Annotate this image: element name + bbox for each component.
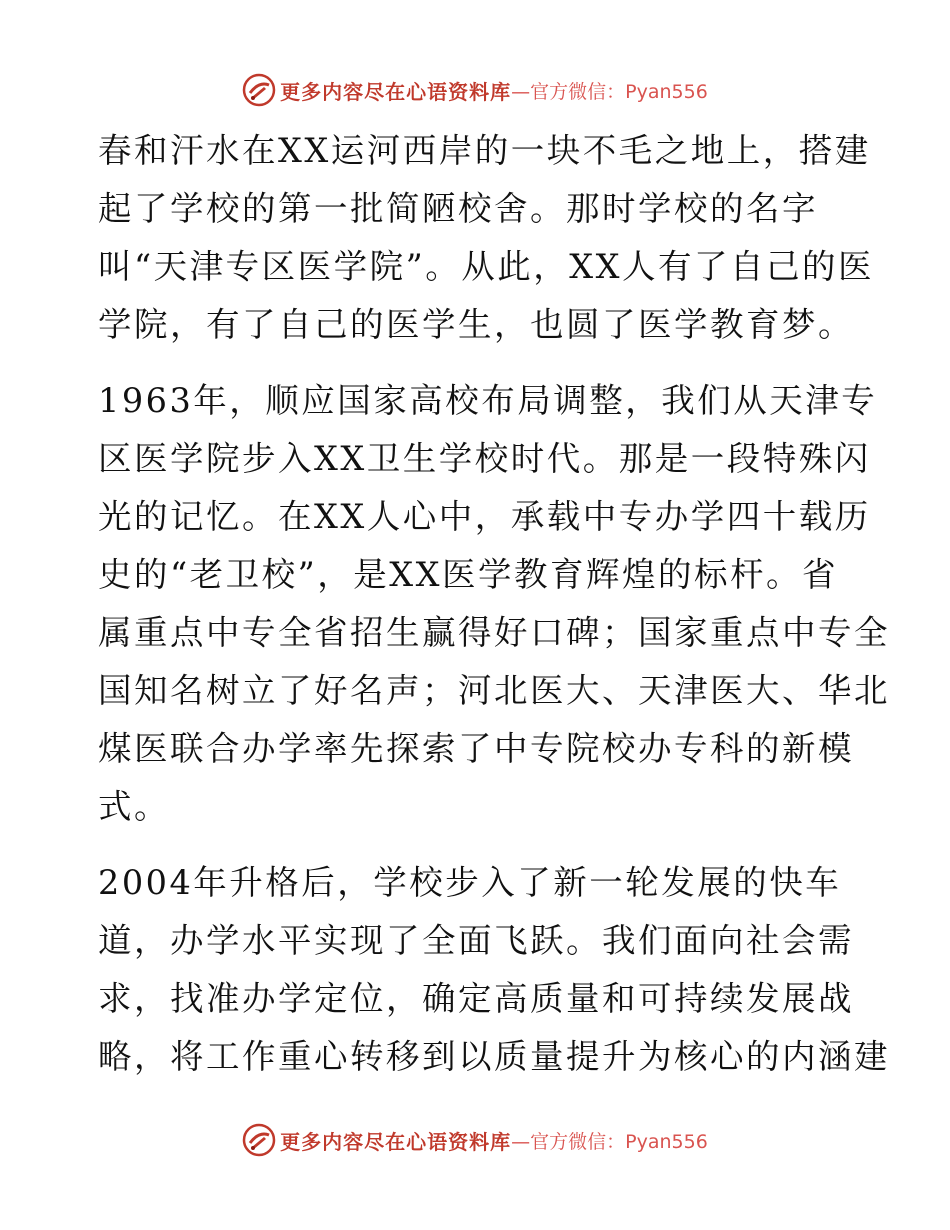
text-line: 春和汗水在XX运河西岸的一块不毛之地上，搭建 xyxy=(98,131,871,170)
banner-sub-text: —官方微信：Pyan556 xyxy=(511,1130,708,1153)
book-pen-logo-icon xyxy=(242,73,276,107)
text-line: 光的记忆。在XX人心中，承载中专办学四十载历 xyxy=(98,497,871,536)
paragraph-2 xyxy=(98,372,890,836)
header-watermark-banner xyxy=(0,70,950,110)
text-line: 史的“老卫校”，是XX医学教育辉煌的标杆。省 xyxy=(98,555,838,594)
text-line: 1963年，顺应国家高校布局调整，我们从天津专 xyxy=(98,381,878,420)
text-line: 国知名树立了好名声；河北医大、天津医大、华北 xyxy=(98,671,890,710)
banner-main-text: 更多内容尽在心语资料库 xyxy=(280,79,512,104)
banner-sub-text: —官方微信：Pyan556 xyxy=(511,80,708,103)
text-line: 区医学院步入XX卫生学校时代。那是一段特殊闪 xyxy=(98,439,871,478)
banner-main-text: 更多内容尽在心语资料库 xyxy=(280,1129,512,1154)
text-line: 2004年升格后，学校步入了新一轮发展的快车 xyxy=(98,863,842,902)
text-line: 起了学校的第一批简陋校舍。那时学校的名字 xyxy=(98,189,818,228)
footer-watermark-banner xyxy=(0,1120,950,1160)
text-line: 求，找准办学定位，确定高质量和可持续发展战 xyxy=(98,979,854,1018)
text-line: 道，办学水平实现了全面飞跃。我们面向社会需 xyxy=(98,921,854,960)
document-body xyxy=(98,122,890,1104)
text-line: 式。 xyxy=(98,787,170,826)
paragraph-3 xyxy=(98,854,890,1086)
paragraph-1 xyxy=(98,122,874,354)
book-pen-logo-icon xyxy=(242,1123,276,1157)
text-line: 煤医联合办学率先探索了中专院校办专科的新模 xyxy=(98,729,854,768)
text-line: 学院，有了自己的医学生，也圆了医学教育梦。 xyxy=(98,305,854,344)
text-line: 叫“天津专区医学院”。从此，XX人有了自己的医 xyxy=(98,247,874,286)
text-line: 属重点中专全省招生赢得好口碑；国家重点中专全 xyxy=(98,613,890,652)
text-line: 略，将工作重心转移到以质量提升为核心的内涵建 xyxy=(98,1037,890,1076)
